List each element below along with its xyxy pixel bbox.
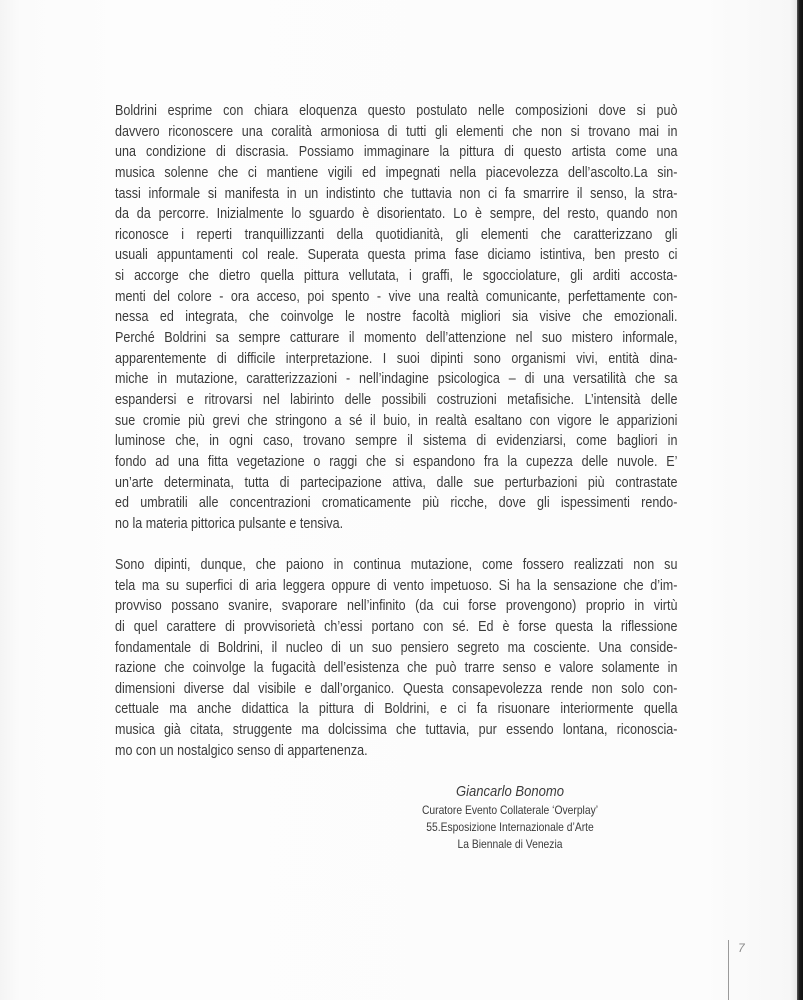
text-line: tela ma su superfici di aria leggera oppure di vento impetuoso. Si ha la sensazione che d’im- — [115, 577, 678, 594]
author-institution: La Biennale di Venezia — [457, 837, 563, 851]
article-body — [115, 101, 678, 761]
text-line: Sono dipinti, dunque, che paiono in continua mutazione, come fossero realizzati non su — [115, 556, 678, 573]
paragraph-2 — [115, 555, 678, 761]
paragraph-1 — [115, 101, 678, 534]
paragraph-spacer — [115, 534, 678, 555]
folio-rule — [728, 940, 729, 1000]
text-line: provviso possano svanire, svaporare nell’infinito (da cui forse provengono) proprio in virtù — [115, 598, 678, 615]
text-line: un’arte determinata, tutta di partecipazione attiva, dalle sue perturbazioni più contrastate — [115, 474, 678, 491]
text-line: di quel carattere di provvisorietà ch’essi portano con sé. Ed è forse questa la riflessione — [115, 618, 678, 635]
text-line: si accorge che dietro quella pittura vellutata, i graffi, le sgocciolature, gli arditi accosta- — [115, 268, 678, 285]
text-line: musica solenne che ci mantiene vigili ed impegnati nella piacevolezza dell’ascolto.La sin- — [115, 164, 678, 181]
text-line: usuali appuntamenti col reale. Superata questa prima fase diciamo istintiva, ben presto ci — [115, 247, 678, 264]
text-line: luminose che, in ogni caso, trovano sempre il sistema di evidenziarsi, come bagliori in — [115, 433, 678, 450]
text-line: riconosce i reperti tranquillizzanti della quotidianità, gli elementi che caratterizzano gli — [115, 226, 678, 243]
text-line: mo con un nostalgico senso di appartenenza. — [115, 742, 368, 759]
text-line: Boldrini esprime con chiara eloquenza questo postulato nelle composizioni dove si può — [115, 103, 678, 119]
text-line: sue cromie più grevi che stringono a sé il buio, in realtà esaltano con vigore le apparizioni — [115, 412, 678, 429]
text-line: una condizione di discrasia. Possiamo immaginare la pittura di questo artista come una — [115, 144, 678, 161]
text-line: Perché Boldrini sa sempre catturare il momento dell’attenzione nel suo mistero informale, — [115, 330, 678, 347]
text-line: cettuale ma anche didattica la pittura di Boldrini, e ci fa risuonare interiormente quella — [115, 701, 678, 718]
text-line: tassi informale si manifesta in un indistinto che tuttavia non ci fa smarrire il senso, la stra- — [115, 185, 678, 202]
author-role: Curatore Evento Collaterale ‘Overplay’ — [421, 803, 599, 817]
author-event: 55.Esposizione Internazionale d’Arte — [426, 820, 594, 834]
page-number: 7 — [738, 941, 745, 955]
text-line: musica già citata, struggente ma dolcissima che tuttavia, pur essendo lontana, riconoscia- — [115, 722, 678, 739]
text-line: no la materia pittorica pulsante e tensiva. — [115, 515, 344, 532]
signature-block — [400, 782, 620, 853]
text-line: espandersi e ritrovarsi nel labirinto delle possibili costruzioni metafisiche. L’intensità delle — [115, 391, 678, 408]
author-name: Giancarlo Bonomo — [455, 784, 565, 800]
text-line: fondamentale di Boldrini, il nucleo di un suo pensiero segreto ma cosciente. Una conside- — [115, 639, 678, 656]
text-line: menti del colore - ora acceso, poi spento - vive una realtà comunicante, perfettamente con- — [115, 288, 678, 305]
text-line: ed umbratili alle concentrazioni cromaticamente più ricche, dove gli ispessimenti rendo- — [115, 495, 678, 512]
text-line: fondo ad una fitta vegetazione o raggi che si espandono fra la cupezza delle nuvole. E’ — [115, 453, 678, 470]
text-line: miche in mutazione, caratterizzazioni - nell’indagine psicologica – di una versatilità che sa — [115, 371, 678, 388]
page-edge-shadow — [797, 0, 803, 1000]
text-line: da da percorre. Inizialmente lo sguardo è disorientato. Lo è sempre, del resto, quando non — [115, 206, 678, 223]
text-line: dimensioni diverse dal visibile e dall’organico. Questa consapevolezza rende non solo con- — [115, 680, 678, 697]
text-line: razione che coinvolge la fugacità dell’esistenza che può trarre senso e valore solamente in — [115, 660, 678, 677]
text-line: davvero riconoscere una coralità armoniosa di tutti gli elementi che non si trovano mai in — [115, 123, 678, 140]
text-line: apparentemente di difficile interpretazione. I suoi dipinti sono organismi vivi, entità dina- — [115, 350, 678, 367]
text-line: nessa ed integrata, che coinvolge le nostre facoltà migliori sia visive che emozionali. — [115, 309, 678, 326]
